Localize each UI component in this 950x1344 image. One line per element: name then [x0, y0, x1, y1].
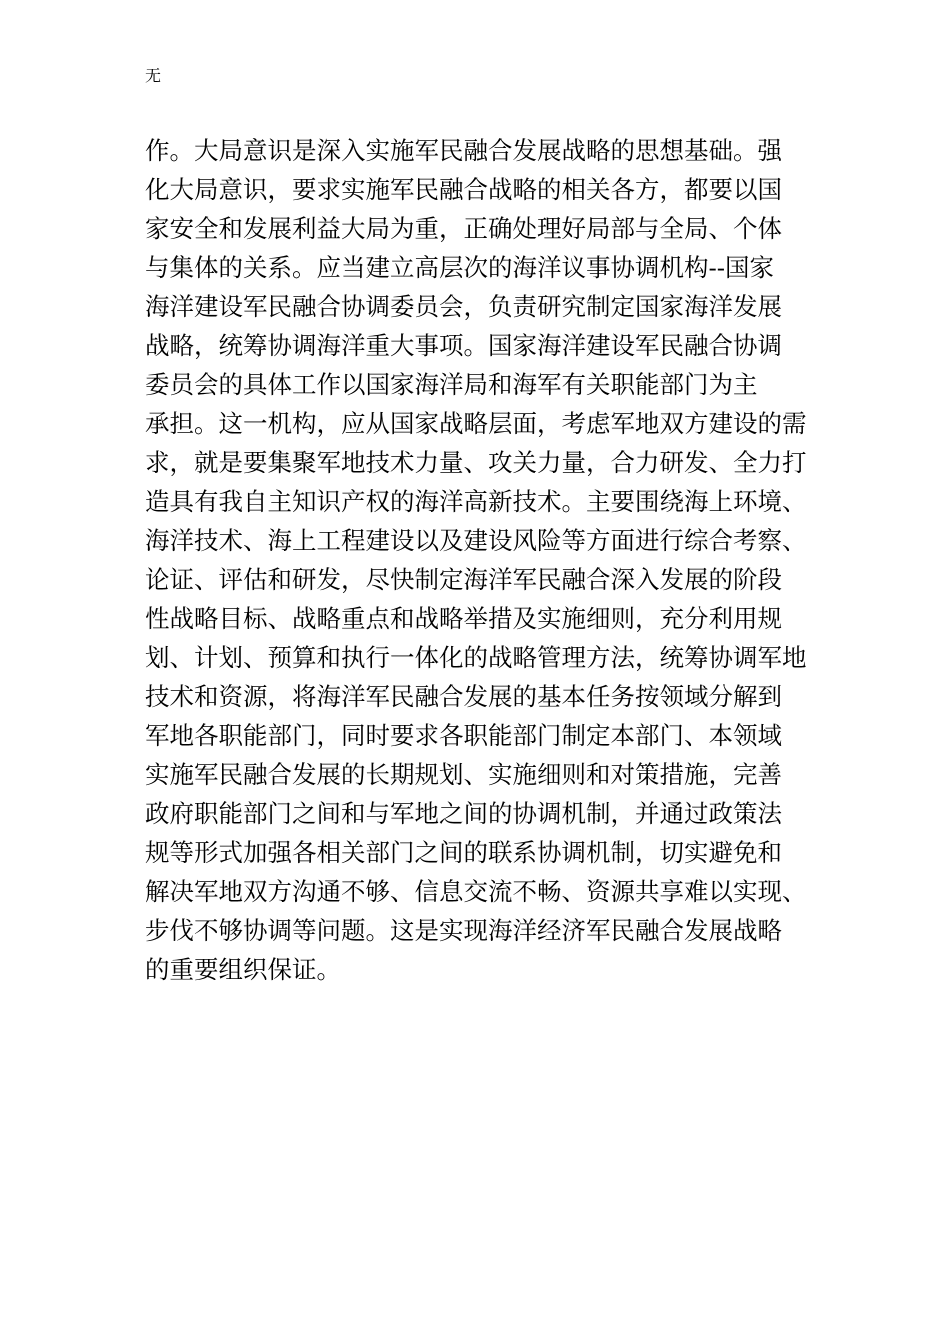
paragraph-line: 实施军民融合发展的长期规划、实施细则和对策措施，完善	[145, 760, 782, 789]
paragraph-line: 求，就是要集聚军地技术力量、攻关力量，合力研发、全力打	[145, 448, 807, 477]
page-header: 无	[145, 66, 162, 85]
paragraph-line: 战略，统筹协调海洋重大事项。国家海洋建设军民融合协调	[145, 331, 782, 360]
paragraph-line: 家安全和发展利益大局为重，正确处理好局部与全局、个体	[145, 214, 782, 243]
paragraph-line: 委员会的具体工作以国家海洋局和海军有关职能部门为主	[145, 370, 758, 399]
paragraph-line: 承担。这一机构，应从国家战略层面，考虑军地双方建设的需	[145, 409, 807, 438]
body-paragraph	[145, 131, 835, 989]
paragraph-line: 论证、评估和研发，尽快制定海洋军民融合深入发展的阶段	[145, 565, 782, 594]
paragraph-line: 步伐不够协调等问题。这是实现海洋经济军民融合发展战略	[145, 916, 782, 945]
paragraph-line: 规等形式加强各相关部门之间的联系协调机制，切实避免和	[145, 838, 782, 867]
paragraph-line: 造具有我自主知识产权的海洋高新技术。主要围绕海上环境、	[145, 487, 807, 516]
paragraph-line: 作。大局意识是深入实施军民融合发展战略的思想基础。强	[145, 136, 782, 165]
paragraph-line: 与集体的关系。应当建立高层次的海洋议事协调机构--国家	[145, 253, 775, 282]
paragraph-line: 政府职能部门之间和与军地之间的协调机制，并通过政策法	[145, 799, 782, 828]
paragraph-line: 海洋技术、海上工程建设以及建设风险等方面进行综合考察、	[145, 526, 807, 555]
paragraph-line: 海洋建设军民融合协调委员会，负责研究制定国家海洋发展	[145, 292, 782, 321]
paragraph-line: 化大局意识，要求实施军民融合战略的相关各方，都要以国	[145, 175, 782, 204]
paragraph-line: 军地各职能部门，同时要求各职能部门制定本部门、本领域	[145, 721, 782, 750]
paragraph-line: 性战略目标、战略重点和战略举措及实施细则，充分利用规	[145, 604, 782, 633]
paragraph-line: 解决军地双方沟通不够、信息交流不畅、资源共享难以实现、	[145, 877, 807, 906]
paragraph-line: 划、计划、预算和执行一体化的战略管理方法，统筹协调军地	[145, 643, 807, 672]
paragraph-line: 技术和资源，将海洋军民融合发展的基本任务按领域分解到	[145, 682, 782, 711]
paragraph-line: 的重要组织保证。	[145, 955, 341, 984]
